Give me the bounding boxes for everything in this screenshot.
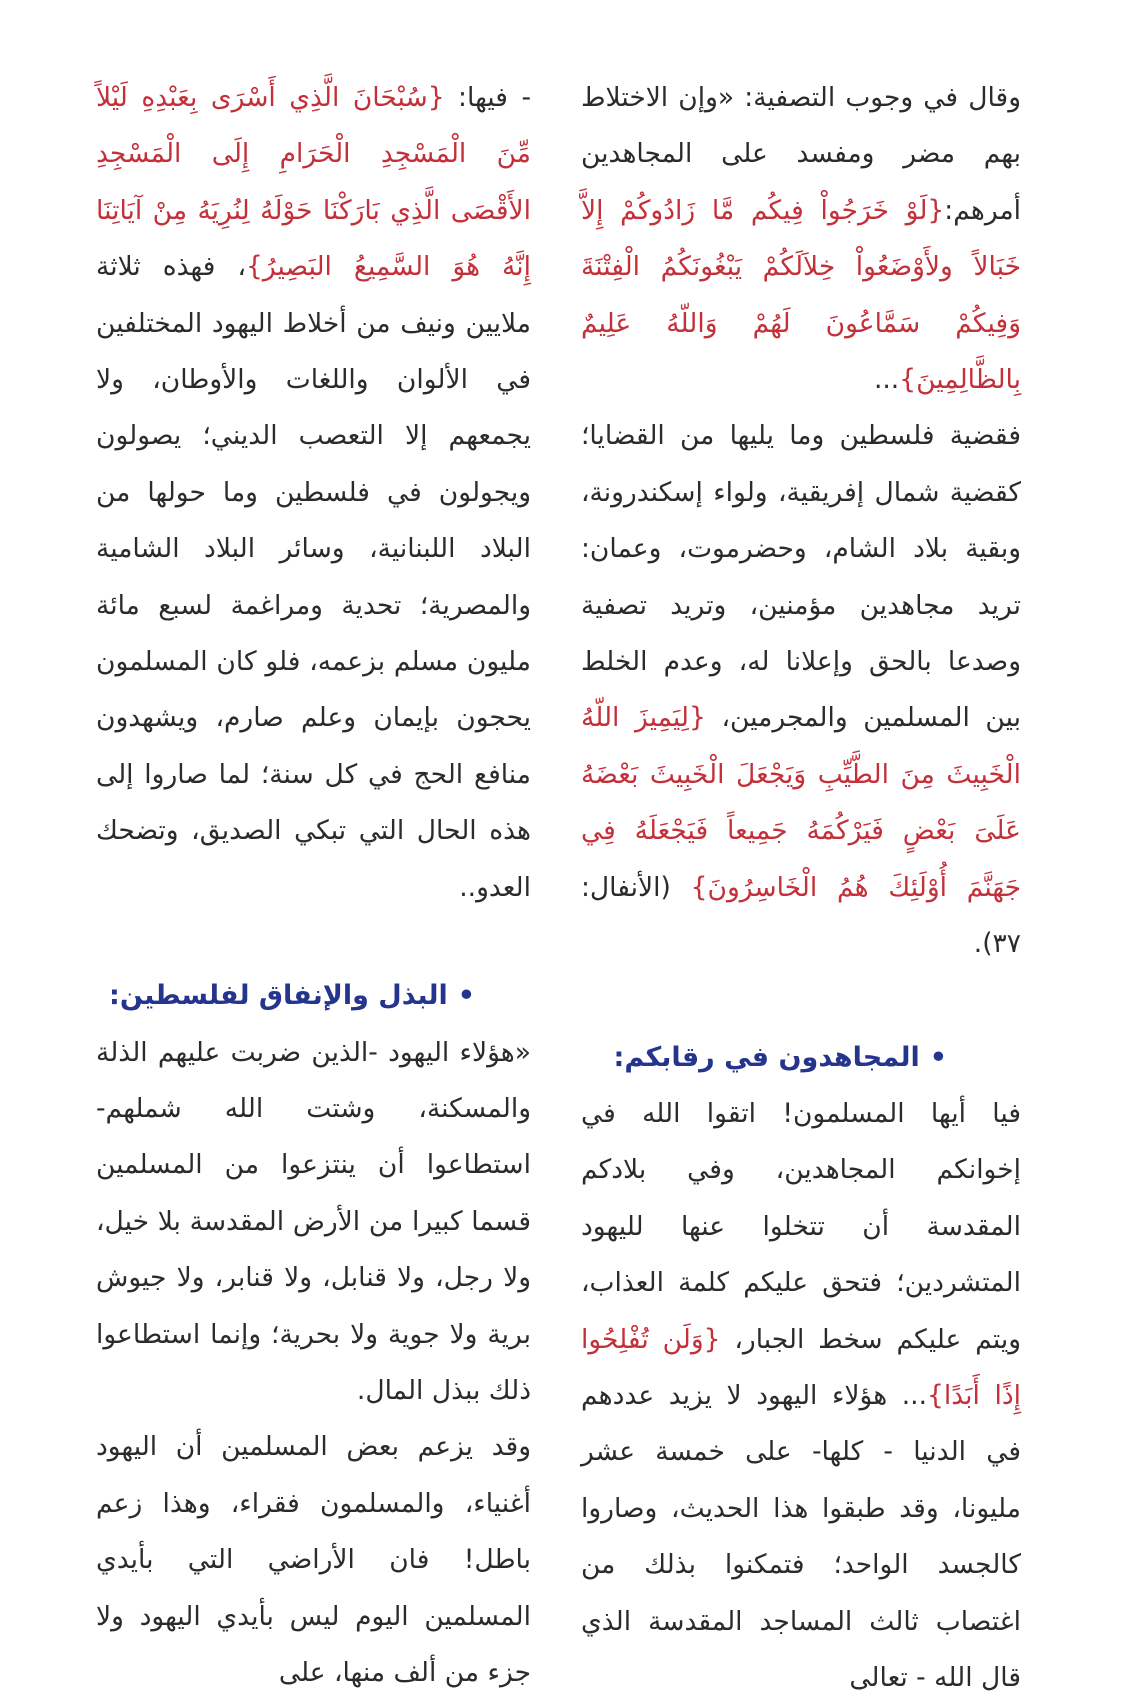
section-heading-mujahideen — [581, 1030, 947, 1086]
intro-text-continued: ، فهذه ثلاثة ملايين ونيف من أخلاط اليهود المختلفين في الألوان واللغات والأوطان، ولا يجمعهم إلا التعصب الديني؛ يصولون ويجولون في فلسطين وما حولها من البلاد اللبنانية، وسائر البلاد الشامية والمصرية؛ تحدية ومراغمة لسبع مائة مليون مسلم بزعمه، فلو كان المسلمون يحجون بإيمان وعلم صارم، ويشهدون منافع الحج في كل سنة؛ لما صاروا إلى هذه الحال التي تبكي الصديق، وتضحك العدو.. — [96, 251, 531, 903]
intro-ellipsis: ... — [873, 364, 900, 396]
quran-verse: {لَوْ خَرَجُواْ فِيكُم مَّا زَادُوكُمْ إِلاَّ خَبَالاً ولأَوْضَعُواْ خِلاَلَكُمْ يَبْغُونَكُمُ الْفِتْنَةَ وَفِيكُمْ سَمَّاعُونَ لَهُمْ وَاللّهُ عَلِيمٌ بِالظَّالِمِينَ} — [581, 194, 1021, 396]
section-text: فيا أيها المسلمون! اتقوا الله في إخوانكم المجاهدين، وفي بلادكم المقدسة أن تتخلوا عنها لليهود المتشردين؛ فتحق عليكم كلمة العذاب، ويتم عليكم سخط الجبار، — [581, 1097, 1022, 1355]
intro-paragraph — [581, 70, 1021, 408]
quran-verse: {لِيَمِيزَ اللّهُ الْخَبِيثَ مِنَ الطَّيِّبِ وَيَجْعَلَ الْخَبِيثَ بَعْضَهُ عَلَىَ بَعْضٍ فَيَرْكُمَهُ جَمِيعاً فَيَجْعَلَهُ فِي جَهَنَّمَ أُوْلَئِكَ هُمُ الْخَاسِرُونَ} — [581, 702, 1021, 903]
palestine-paragraph — [581, 408, 1021, 972]
bullet-icon: • — [929, 1041, 947, 1073]
spending-paragraph-1: «هؤلاء اليهود -الذين ضربت عليهم الذلة والمسكنة، وشتت الله شملهم- استطاعوا أن ينتزعوا من المسلمين قسما كبيرا من الأرض المقدسة بلا خيل، ولا رجل، ولا قنابل، ولا قنابر، ولا جيوش برية ولا جوية ولا بحرية؛ وإنما استطاعوا ذلك ببذل المال. — [96, 1036, 531, 1406]
section-heading-spending — [96, 968, 475, 1024]
heading-text: البذل والإنفاق لفلسطين: — [109, 980, 448, 1012]
isra-paragraph — [96, 70, 531, 916]
intro-text: وقال في وجوب التصفية: «وإن الاختلاط بهم مضر ومفسد على المجاهدين أمرهم: — [581, 82, 1021, 226]
verse-citation: (الأنفال: ٣٧). — [581, 871, 1021, 960]
palestine-text: فقضية فلسطين وما يليها من القضايا؛ كقضية شمال إفريقية، ولواء إسكندرونة، وبقية بلاد الشام، وحضرموت، وعمان: تريد مجاهدين مؤمنين، وتريد تصفية وصدعا بالحق وإعلانا له، وعدم الخلط بين المسلمين والمجرمين، — [581, 420, 1021, 734]
quran-verse: {سُبْحَانَ الَّذِي أَسْرَى بِعَبْدِهِ لَيْلاً مِّنَ الْمَسْجِدِ الْحَرَامِ إِلَى الْمَسْجِدِ الأَقْصَى الَّذِي بَارَكْنَا حَوْلَهُ لِنُرِيَهُ مِنْ آيَاتِنَا إِنَّهُ هُوَ السَّمِيعُ البَصِيرُ} — [96, 82, 531, 283]
section-text-continued: ... هؤلاء اليهود لا يزيد عددهم في الدنيا - كلها- على خمسة عشر مليونا، وقد طبقوا هذا الحديث، وصاروا كالجسد الواحد؛ فتمكنوا بذلك من اغتصاب ثالث المساجد المقدسة الذي قال الله - تعالى — [581, 1379, 1021, 1693]
mujahideen-paragraph — [581, 1086, 1021, 1706]
quran-verse: {وَلَن تُفْلِحُوا إِذًا أَبَدًا} — [581, 1323, 1021, 1411]
intro-text: - فيها: — [444, 82, 532, 113]
left-column — [96, 70, 531, 1701]
right-column — [581, 70, 1021, 1706]
heading-text: المجاهدون في رقابكم: — [613, 1041, 920, 1073]
bullet-icon: • — [457, 980, 475, 1012]
spending-paragraph-2: وقد يزعم بعض المسلمين أن اليهود أغنياء، والمسلمون فقراء، وهذا زعم باطل! فان الأراضي التي بأيدي المسلمين اليوم ليس بأيدي اليهود ولا جزء من ألف منها، على — [96, 1431, 531, 1688]
